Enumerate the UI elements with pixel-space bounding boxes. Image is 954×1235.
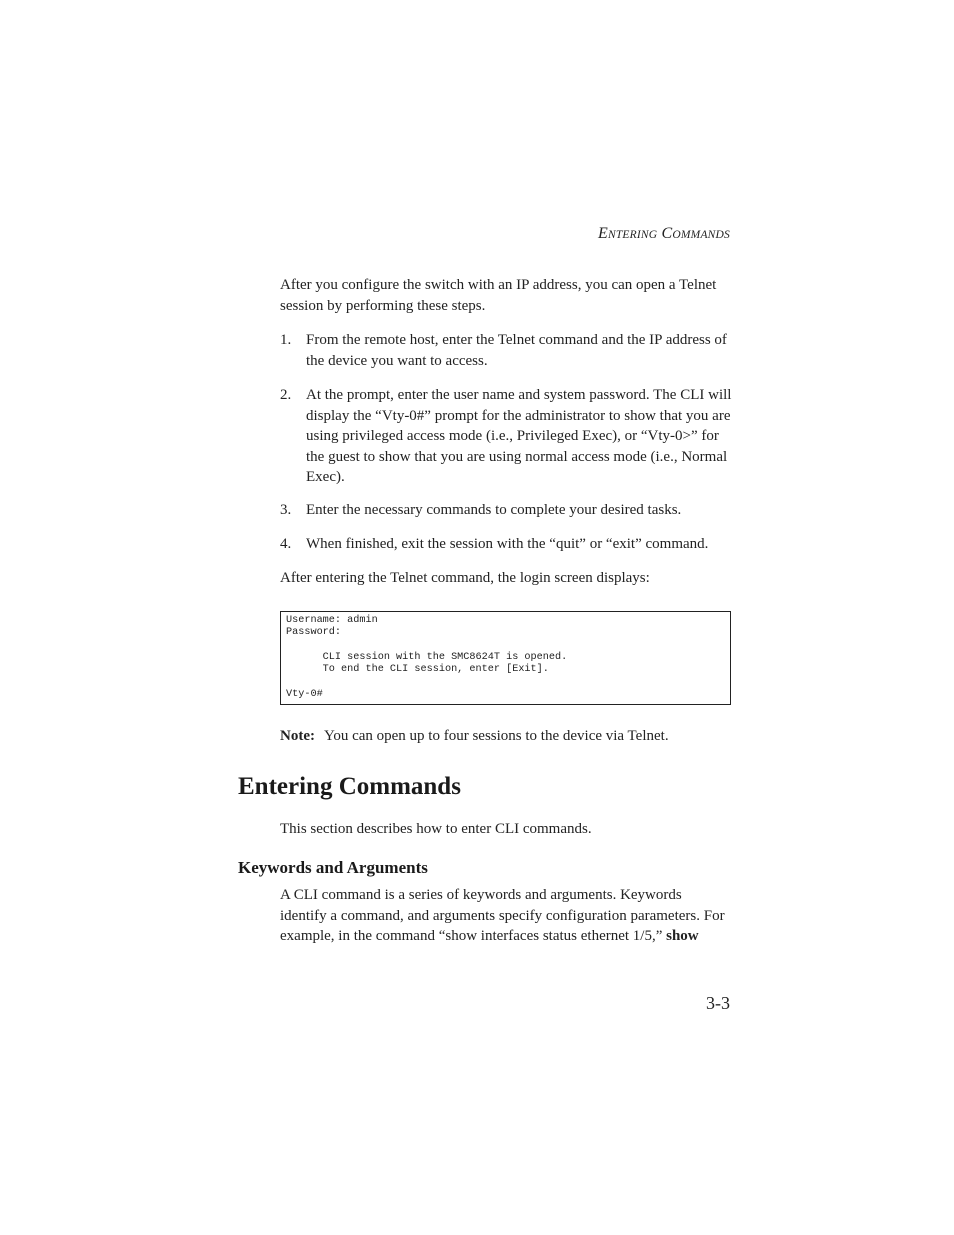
terminal-line: Password: <box>286 627 342 638</box>
step-3 <box>280 500 732 521</box>
running-header <box>598 225 730 243</box>
step-4 <box>280 534 732 555</box>
subsection-paragraph <box>280 885 732 947</box>
subsection-heading: Keywords and Arguments <box>238 858 428 877</box>
terminal-line: To end the CLI session, enter [Exit]. <box>286 664 549 675</box>
running-header-initial-2: C <box>661 225 673 242</box>
intro-paragraph: After you configure the switch with an IP address, you can open a Telnet session by performing these steps. <box>280 277 717 314</box>
note <box>280 726 669 746</box>
step-text: When finished, exit the session with the “quit” or “exit” command. <box>306 536 709 552</box>
step-number: 4. <box>280 536 292 552</box>
terminal-line: Username: admin <box>286 615 378 626</box>
step-number: 2. <box>280 387 292 403</box>
terminal-line: Vty-0# <box>286 689 323 700</box>
terminal-line: CLI session with the SMC8624T is opened. <box>286 652 568 663</box>
page-number: 3-3 <box>706 993 730 1013</box>
note-label: Note: <box>280 728 315 744</box>
step-number: 3. <box>280 502 292 518</box>
running-header-rest-2: OMMANDS <box>672 229 730 241</box>
keyword-bold: show <box>666 928 699 944</box>
step-1 <box>280 330 732 371</box>
section-heading: Entering Commands <box>238 773 461 800</box>
step-text: At the prompt, enter the user name and system password. The CLI will display the “Vty-0#” prompt for the administrator to show that you are using privileged access mode (i.e., Privileged Exec), or “Vty-0>” for the guest to show that you are using normal access mode (i.e., Normal Exec). <box>306 387 732 485</box>
section-intro: This section describes how to enter CLI commands. <box>280 821 592 837</box>
step-2 <box>280 385 732 488</box>
subsection-text: A CLI command is a series of keywords and arguments. Keywords identify a command, and arguments specify configuration parameters. For example, in the command “show interfaces status ethernet 1/5,” <box>280 887 725 944</box>
step-text: Enter the necessary commands to complete your desired tasks. <box>306 502 682 518</box>
running-header-rest-1: NTERING <box>607 229 658 241</box>
note-text: You can open up to four sessions to the device via Telnet. <box>323 728 669 744</box>
step-text: From the remote host, enter the Telnet command and the IP address of the device you want to access. <box>306 332 727 369</box>
login-screen-caption: After entering the Telnet command, the login screen displays: <box>280 570 650 586</box>
step-number: 1. <box>280 332 292 348</box>
terminal-output-box <box>280 611 731 705</box>
running-header-initial-1: E <box>597 225 608 242</box>
